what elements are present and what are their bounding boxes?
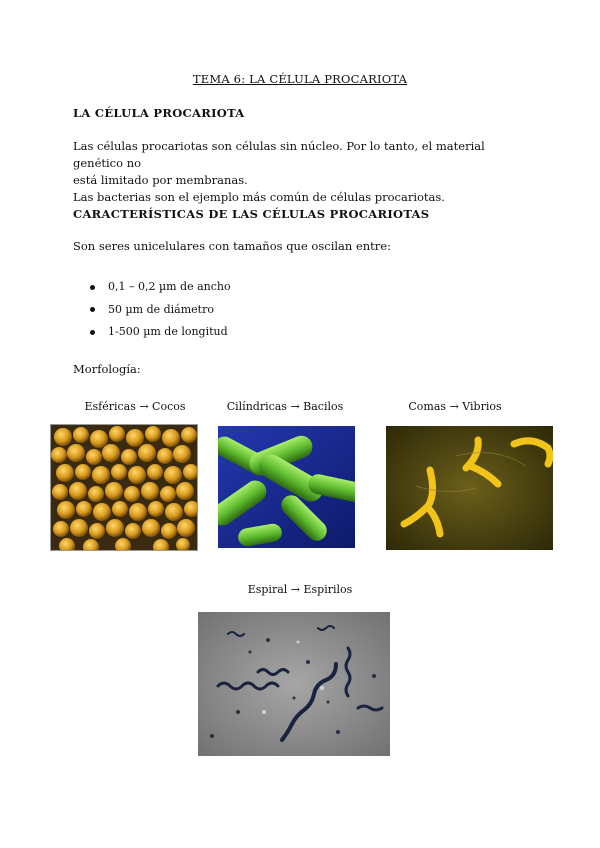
bullet-icon [90,307,95,312]
morphology-label: Morfología: [73,362,141,376]
caption-vibrios: Comas → Vibrios [408,400,502,413]
bullet-text: 0,1 – 0,2 µm de ancho [108,280,231,294]
vibrios-micrograph [386,426,553,550]
list-item [90,321,231,344]
bullet-text: 50 µm de diámetro [108,302,214,316]
bacilos-micrograph [218,426,355,548]
caption-cocos: Esféricas → Cocos [84,400,186,413]
document-title: TEMA 6: LA CÉLULA PROCARIOTA [192,72,408,86]
paragraph-line: Las bacterias son el ejemplo más común de células procariotas. [73,190,445,204]
list-item [90,299,231,322]
bullet-text: 1-500 µm de longitud [108,325,228,339]
paragraph-line: está limitado por membranas. [73,173,248,187]
caption-espirilos: Espiral → Espirilos [247,583,353,596]
bullet-icon [90,330,95,335]
list-item [90,276,231,299]
section-heading-prokaryotic-cell: LA CÉLULA PROCARIOTA [73,106,245,120]
size-bullet-list [90,276,231,344]
section-heading-characteristics: CARACTERÍSTICAS DE LAS CÉLULAS PROCARIOTAS [73,207,430,221]
espirilos-micrograph [198,612,390,756]
intro-paragraph [73,138,523,206]
cocos-micrograph [50,424,198,551]
caption-bacilos: Cilíndricas → Bacilos [226,400,344,413]
bullet-icon [90,285,95,290]
paragraph-line: Las células procariotas son células sin núcleo. Por lo tanto, el material genético no [73,139,485,170]
size-intro-text: Son seres unicelulares con tamaños que oscilan entre: [73,239,391,253]
